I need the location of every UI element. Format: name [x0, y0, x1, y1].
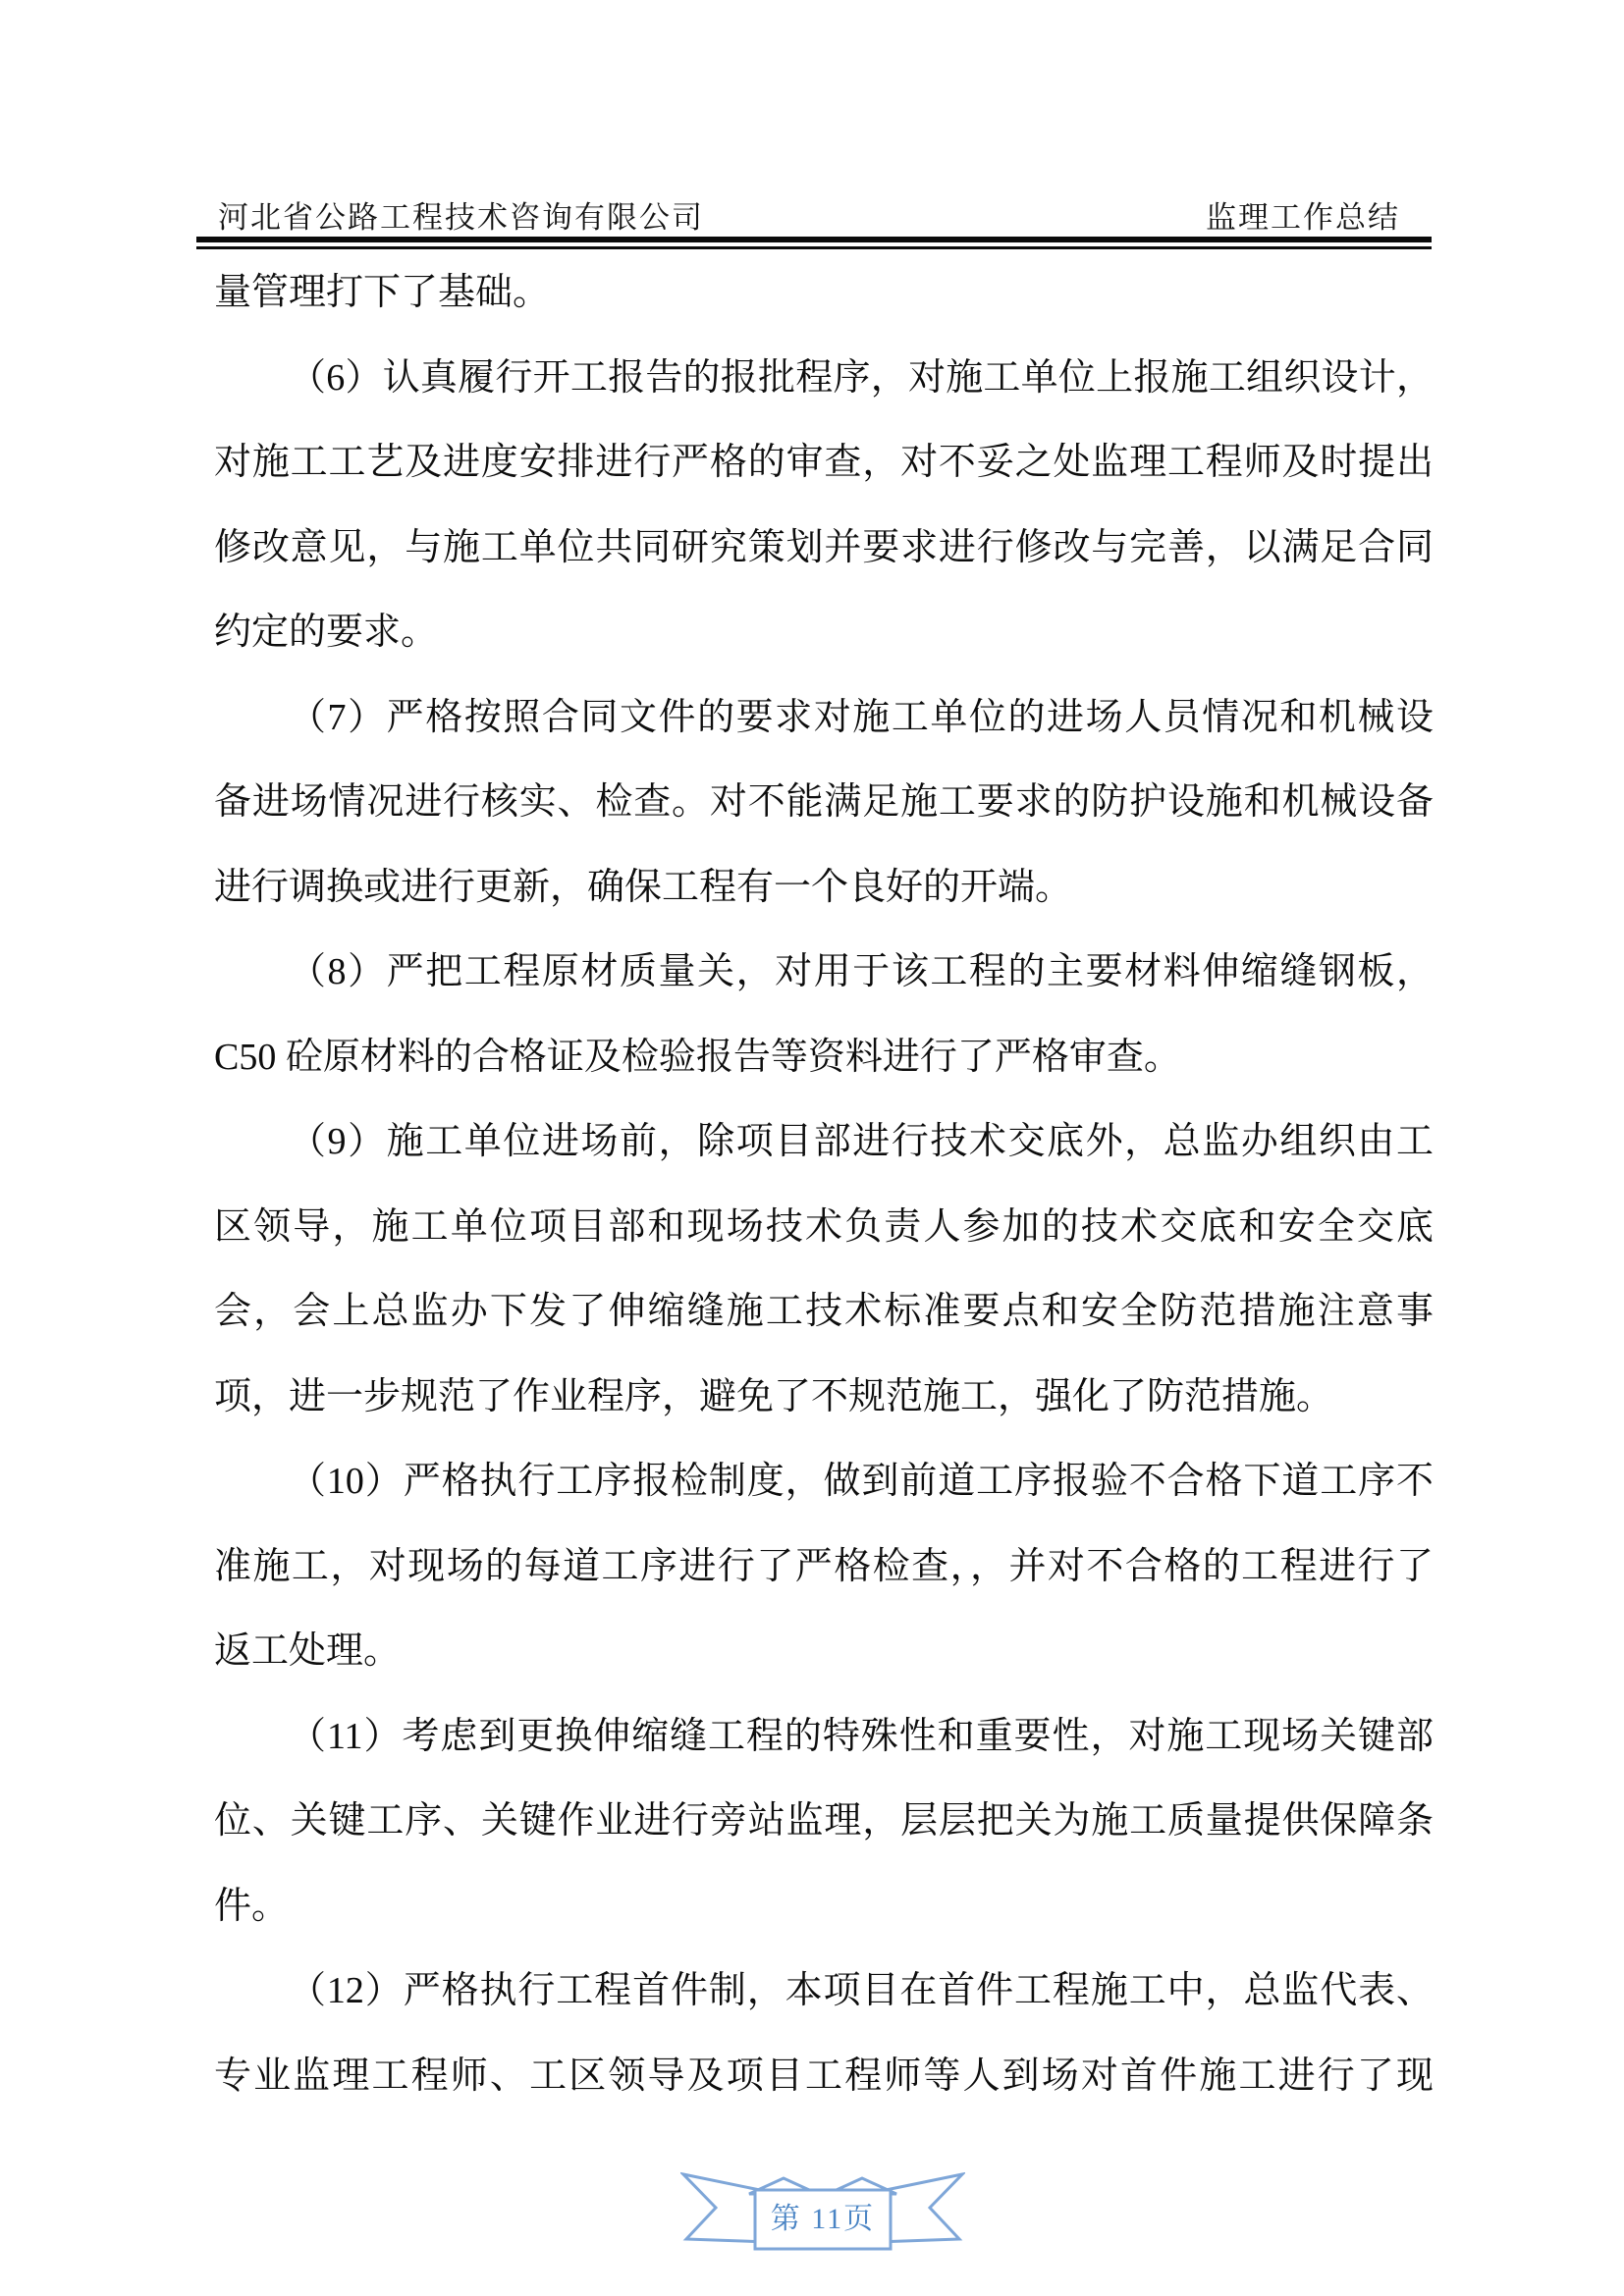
text-line: 准施工，对现场的每道工序进行了严格检查，，并对不合格的工程进行了 — [214, 1545, 1434, 1587]
text-line: （9）施工单位进场前，除项目部进行技术交底外，总监办组织由工 — [289, 1121, 1434, 1162]
text-line: C50 砼原材料的合格证及检验报告等资料进行了严格审查。 — [214, 1036, 1181, 1078]
text-line: 修改意见，与施工单位共同研究策划并要求进行修改与完善，以满足合同 — [214, 526, 1434, 568]
text-line: 专业监理工程师、工区领导及项目工程师等人到场对首件施工进行了现 — [214, 2055, 1434, 2097]
text-line: （12）严格执行工程首件制，本项目在首件工程施工中，总监代表、 — [289, 1970, 1434, 2011]
text-line: 项，进一步规范了作业程序，避免了不规范施工，强化了防范措施。 — [214, 1375, 1334, 1417]
body-text — [214, 250, 1434, 2118]
header-company: 河北省公路工程技术咨询有限公司 — [218, 200, 704, 235]
text-line: 量管理打下了基础。 — [214, 272, 551, 313]
text-line: 位、关键工序、关键作业进行旁站监理，层层把关为施工质量提供保障条 — [214, 1800, 1434, 1842]
page-number-label: 第 11页 — [770, 2203, 876, 2235]
text-line: 约定的要求。 — [214, 612, 439, 653]
text-line: 对施工工艺及进度安排进行严格的审查，对不妥之处监理工程师及时提出 — [214, 442, 1434, 483]
text-line: 返工处理。 — [214, 1630, 402, 1672]
page-footer — [680, 2163, 965, 2256]
text-line: 进行调换或进行更新，确保工程有一个良好的开端。 — [214, 866, 1073, 908]
header-rule — [196, 237, 1432, 249]
text-line: （7）严格按照合同文件的要求对施工单位的进场人员情况和机械设 — [289, 696, 1434, 738]
text-line: （11）考虑到更换伸缩缝工程的特殊性和重要性，对施工现场关键部 — [289, 1715, 1434, 1757]
text-line: （10）严格执行工序报检制度，做到前道工序报验不合格下道工序不 — [289, 1461, 1434, 1502]
text-line: 件。 — [214, 1885, 290, 1927]
header-doc-title: 监理工作总结 — [1206, 200, 1400, 235]
text-line: 区领导，施工单位项目部和现场技术负责人参加的技术交底和安全交底 — [214, 1205, 1434, 1248]
text-line: 会，会上总监办下发了伸缩缝施工技术标准要点和安全防范措施注意事 — [214, 1291, 1434, 1332]
text-line: （6）认真履行开工报告的报批程序，对施工单位上报施工组织设计， — [289, 356, 1434, 399]
text-line: 备进场情况进行核实、检查。对不能满足施工要求的防护设施和机械设备 — [214, 781, 1434, 823]
text-line: （8）严把工程原材质量关，对用于该工程的主要材料伸缩缝钢板， — [289, 951, 1434, 992]
